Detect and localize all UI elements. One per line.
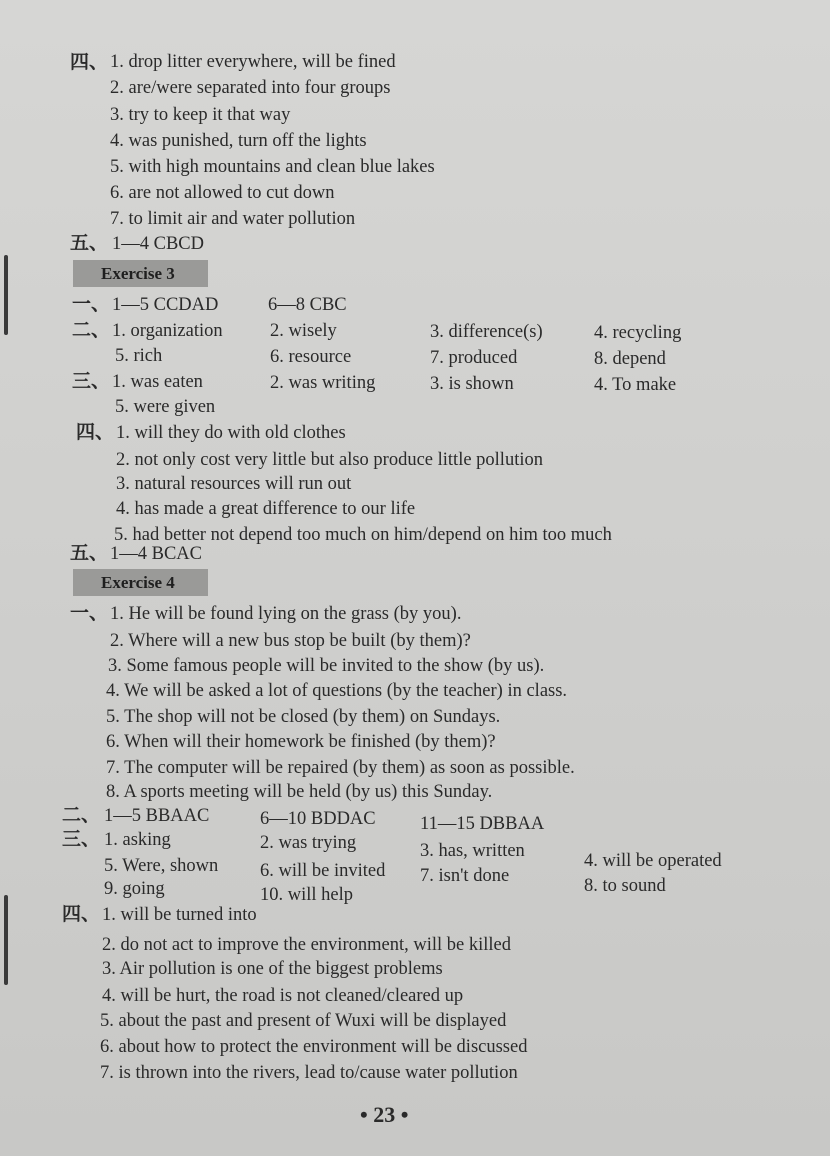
answer-cell: 9. going — [104, 879, 165, 899]
answer-cell: 6. resource — [270, 347, 352, 367]
answer-line: 5. with high mountains and clean blue lakes — [110, 157, 435, 177]
answer-line: 1. He will be found lying on the grass (by you). — [110, 604, 462, 624]
exercise-3-heading: Exercise 3 — [73, 260, 208, 287]
answer-line: 4. was punished, turn off the lights — [110, 131, 367, 151]
answer-cell: 4. will be operated — [584, 851, 722, 871]
answer-cell: 1. organization — [112, 321, 223, 341]
answer-line: 1. will they do with old clothes — [116, 423, 346, 443]
answer-line: 6. are not allowed to cut down — [110, 183, 335, 203]
answer-cell: 3. is shown — [430, 374, 514, 394]
answer-cell: 6—10 BDDAC — [260, 809, 376, 829]
answer-cell: 5. rich — [115, 346, 163, 366]
answer-cell: 2. wisely — [270, 321, 337, 341]
section-marker: 四、 — [62, 904, 101, 925]
answer-cell: 2. was trying — [260, 833, 357, 853]
binding-clip-top — [4, 255, 8, 335]
answer-line: 5. The shop will not be closed (by them) on Sundays. — [106, 707, 501, 727]
section-marker: 二、 — [72, 320, 111, 341]
answer-cell: 1—5 BBAAC — [104, 806, 210, 826]
answer-line: 2. not only cost very little but also produce little pollution — [116, 450, 543, 470]
answer-cell: 7. produced — [430, 348, 518, 368]
answer-cell: 2. was writing — [270, 373, 376, 393]
section-marker: 五、 — [70, 233, 109, 254]
section-marker: 四、 — [76, 422, 115, 443]
answer-line: 8. A sports meeting will be held (by us) this Sunday. — [106, 782, 493, 802]
section-marker: 三、 — [72, 371, 111, 392]
answer-cell: 7. isn't done — [420, 866, 510, 886]
answer-cell: 4. To make — [594, 375, 677, 395]
answer-line: 3. Some famous people will be invited to the show (by us). — [108, 656, 545, 676]
answer-line: 3. Air pollution is one of the biggest problems — [102, 959, 443, 979]
section-marker: 三、 — [62, 829, 101, 850]
exercise-4-heading: Exercise 4 — [73, 569, 208, 596]
answer-cell: 6—8 CBC — [268, 295, 347, 315]
section-marker: 五、 — [70, 543, 109, 564]
answer-line: 5. had better not depend too much on him/depend on him too much — [114, 525, 612, 545]
answer-line: 1. drop litter everywhere, will be fined — [110, 52, 396, 72]
answer-cell: 8. to sound — [584, 876, 666, 896]
answer-line: 1—4 CBCD — [112, 234, 205, 254]
answer-line: 2. are/were separated into four groups — [110, 78, 391, 98]
answer-cell: 5. Were, shown — [104, 856, 219, 876]
section-marker: 二、 — [62, 805, 101, 826]
answer-line: 7. is thrown into the rivers, lead to/cause water pollution — [100, 1063, 518, 1083]
answer-line: 6. When will their homework be finished (by them)? — [106, 732, 496, 752]
section-marker: 四、 — [70, 52, 109, 73]
answer-cell: 3. has, written — [420, 841, 525, 861]
answer-cell: 1. was eaten — [112, 372, 203, 392]
answer-cell: 1. asking — [104, 830, 171, 850]
answer-line: 7. The computer will be repaired (by them) as soon as possible. — [106, 758, 575, 778]
answer-cell: 5. were given — [115, 397, 216, 417]
answer-line: 1. will be turned into — [102, 905, 257, 925]
answer-line: 1—4 BCAC — [110, 544, 203, 564]
page-number: • 23 • — [360, 1102, 409, 1127]
answer-cell: 1—5 CCDAD — [112, 295, 219, 315]
answer-cell: 3. difference(s) — [430, 322, 543, 342]
answer-cell: 10. will help — [260, 885, 354, 905]
answer-line: 3. natural resources will run out — [116, 474, 352, 494]
answer-cell: 8. depend — [594, 349, 666, 369]
answer-line: 4. will be hurt, the road is not cleaned/cleared up — [102, 986, 464, 1006]
answer-line: 6. about how to protect the environment will be discussed — [100, 1037, 528, 1057]
section-marker: 一、 — [72, 294, 111, 315]
answer-cell: 4. recycling — [594, 323, 682, 343]
answer-cell: 11—15 DBBAA — [420, 814, 545, 834]
answer-line: 4. has made a great difference to our life — [116, 499, 416, 519]
binding-clip-bottom — [4, 895, 8, 985]
answer-cell: 6. will be invited — [260, 861, 386, 881]
answer-line: 5. about the past and present of Wuxi will be displayed — [100, 1011, 507, 1031]
answer-line: 7. to limit air and water pollution — [110, 209, 356, 229]
answer-line: 2. Where will a new bus stop be built (by them)? — [110, 631, 471, 651]
answer-line: 4. We will be asked a lot of questions (by the teacher) in class. — [106, 681, 568, 701]
answer-line: 3. try to keep it that way — [110, 105, 291, 125]
answer-line: 2. do not act to improve the environment, will be killed — [102, 935, 511, 955]
section-marker: 一、 — [70, 603, 109, 624]
